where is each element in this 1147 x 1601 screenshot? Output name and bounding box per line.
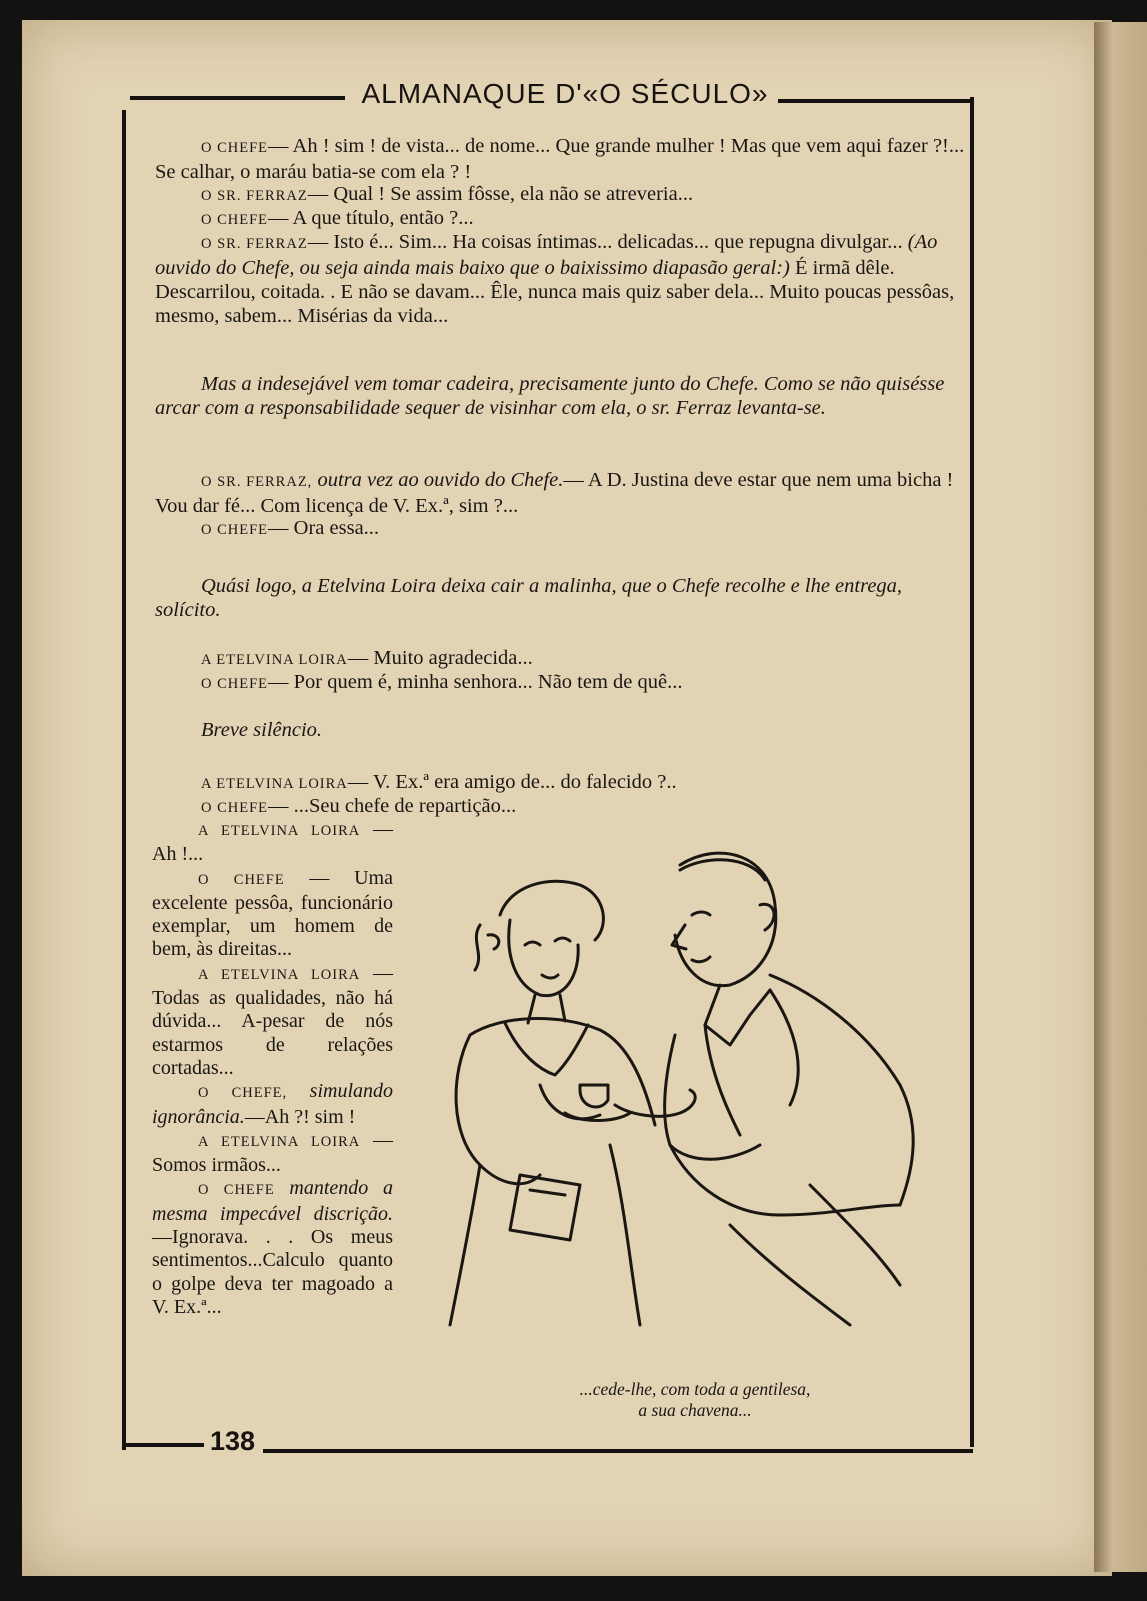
man-ear-path (760, 904, 774, 930)
teacup-path (580, 1085, 608, 1107)
speech: — Muito agradecida... (347, 647, 533, 669)
woman-hair-curls-path (475, 925, 499, 970)
stage-direction: mantendo a mesma impecável discrição. (152, 1177, 393, 1225)
stage-direction: (Ao ouvido do Chefe, ou seja ainda mais baixo que o baixissimo diapasão geral:) (155, 231, 938, 279)
stage-direction: outra vez ao ouvido do Chefe. (317, 469, 564, 491)
woman-collar-path (505, 1023, 588, 1075)
speech: — Ah ! sim ! de vista... de nome... Que grande mulher ! Mas que vem aqui fazer ?!... Se calhar, o maráu batia-se com ela ? ! (155, 135, 965, 183)
speaker: O CHEFE, (198, 1085, 288, 1102)
speech: — Isto é... Sim... Ha coisas íntimas... delicadas... que repugna divulgar... (307, 231, 903, 253)
dialogue-ferraz-1 (155, 182, 965, 208)
speech: — Ora essa... (268, 517, 380, 539)
man-hand-path (615, 1090, 695, 1116)
column-etelvina-1 (152, 818, 393, 867)
speaker: O CHEFE (201, 800, 269, 816)
speaker: O CHEFE (201, 676, 269, 692)
footer-rule-right (263, 1449, 973, 1453)
speech: —Ah ?! sim ! (244, 1105, 356, 1128)
speech: — A D. Justina deve estar que nem uma bicha ! Vou dar fé... Com licença de V. Ex.ª, sim ?... (155, 469, 954, 517)
man-collar-path (705, 985, 770, 1045)
speech: — A que título, então ?... (268, 207, 474, 229)
dialogue-chefe-4 (155, 670, 965, 696)
speech: — Por quem é, minha senhora... Não tem de quê... (268, 671, 683, 693)
woman-mouth-path (542, 975, 558, 978)
speaker: A ETELVINA LOIRA (198, 1133, 361, 1150)
narrow-dialogue-column (152, 818, 393, 1319)
dialogue-etelvina-1 (155, 646, 965, 672)
speech: — V. Ex.ª era amigo de... do falecido ?.. (347, 771, 677, 793)
speech-continued: É irmã dêle. Descarrilou, coitada. . E não se davam... Êle, nunca mais quiz saber dela... Muito poucas pessôas, mesmo, sabem... Misérias da vida... (155, 257, 955, 327)
speech: — Todas as qualidades, não há dúvida... A-pesar de nós estarmos de relações cortadas... (152, 961, 394, 1079)
frame-right-rule (970, 97, 974, 1447)
caption-line-2: a sua chavena... (638, 1400, 752, 1420)
woman-face-path (509, 920, 578, 996)
man-arm-path (665, 1035, 760, 1159)
speech: — Qual ! Se assim fôsse, ela não se atreveria... (307, 183, 694, 205)
speech: — Uma excelente pessôa, funcionário exemplar, um homem de bem, às direitas... (152, 866, 393, 961)
stage-direction-1: Mas a indesejável vem tomar cadeira, precisamente junto do Chefe. Como se não quisésse arcar com a responsabilidade sequer de visinhar com ela, o sr. Ferraz levanta-se. (155, 373, 945, 419)
man-lap-path (670, 1145, 900, 1215)
running-header-title: ALMANAQUE D'«O SÉCULO» (361, 78, 769, 109)
header-rule-left (130, 96, 345, 100)
dialogue-etelvina-2 (155, 770, 965, 796)
woman-blouse-path (470, 1019, 655, 1125)
speaker: O SR. FERRAZ (201, 236, 308, 252)
illustration-caption (505, 1379, 885, 1421)
speaker: A ETELVINA LOIRA (201, 776, 348, 792)
stage-direction-3: Breve silêncio. (201, 719, 323, 741)
dialogue-chefe-3 (155, 516, 965, 542)
speaker: O CHEFE (201, 212, 269, 228)
dialogue-ferraz-2 (155, 230, 965, 328)
dialogue-chefe-5 (155, 794, 965, 820)
column-chefe-2 (152, 1080, 393, 1129)
column-chefe-3 (152, 1177, 393, 1319)
stage-direction: simulando ignorância. (152, 1080, 393, 1128)
woman-eyes-path (525, 938, 570, 945)
speaker: O CHEFE (198, 871, 285, 888)
speech: — Ah !... (152, 818, 394, 866)
stage-direction-2: Quási logo, a Etelvina Loira deixa cair a malinha, que o Chefe recolhe e lhe entrega, solícito. (155, 575, 903, 621)
page-number: 138 (210, 1426, 256, 1456)
dialogue-ferraz-3 (155, 468, 965, 518)
speaker: O CHEFE (201, 140, 269, 156)
frame-left-rule (122, 110, 126, 1450)
speaker: A ETELVINA LOIRA (198, 966, 361, 983)
column-chefe-1 (152, 867, 393, 962)
dialogue-chefe-1 (155, 134, 965, 184)
caption-line-1: ...cede-lhe, com toda a gentilesa, (579, 1379, 811, 1399)
man-eye-path (692, 912, 710, 915)
woman-hat-path (500, 881, 603, 940)
illustration-couple-teacup (430, 845, 950, 1355)
man-jacket-path (770, 975, 913, 1205)
speaker: A ETELVINA LOIRA (201, 652, 348, 668)
dialogue-chefe-2 (155, 206, 965, 232)
speech: — ...Seu chefe de repartição... (268, 795, 517, 817)
speaker: A ETELVINA LOIRA (198, 823, 361, 839)
woman-right-arm-path (540, 1085, 600, 1119)
speaker: O SR. FERRAZ, (201, 474, 313, 490)
speaker: O CHEFE (201, 522, 269, 538)
column-etelvina-3 (152, 1129, 393, 1178)
footer-rule-left (124, 1443, 204, 1447)
speech: —Ignorava. . . Os meus sentimentos...Calculo quanto o golpe deva ter magoado a V. Ex.ª... (152, 1226, 393, 1318)
column-etelvina-2 (152, 962, 393, 1080)
speaker: O CHEFE (198, 1182, 275, 1199)
speech: — Somos irmãos... (152, 1128, 394, 1177)
header-rule-right (778, 99, 974, 103)
speaker: O SR. FERRAZ (201, 188, 308, 204)
book-spine (1094, 22, 1147, 1572)
